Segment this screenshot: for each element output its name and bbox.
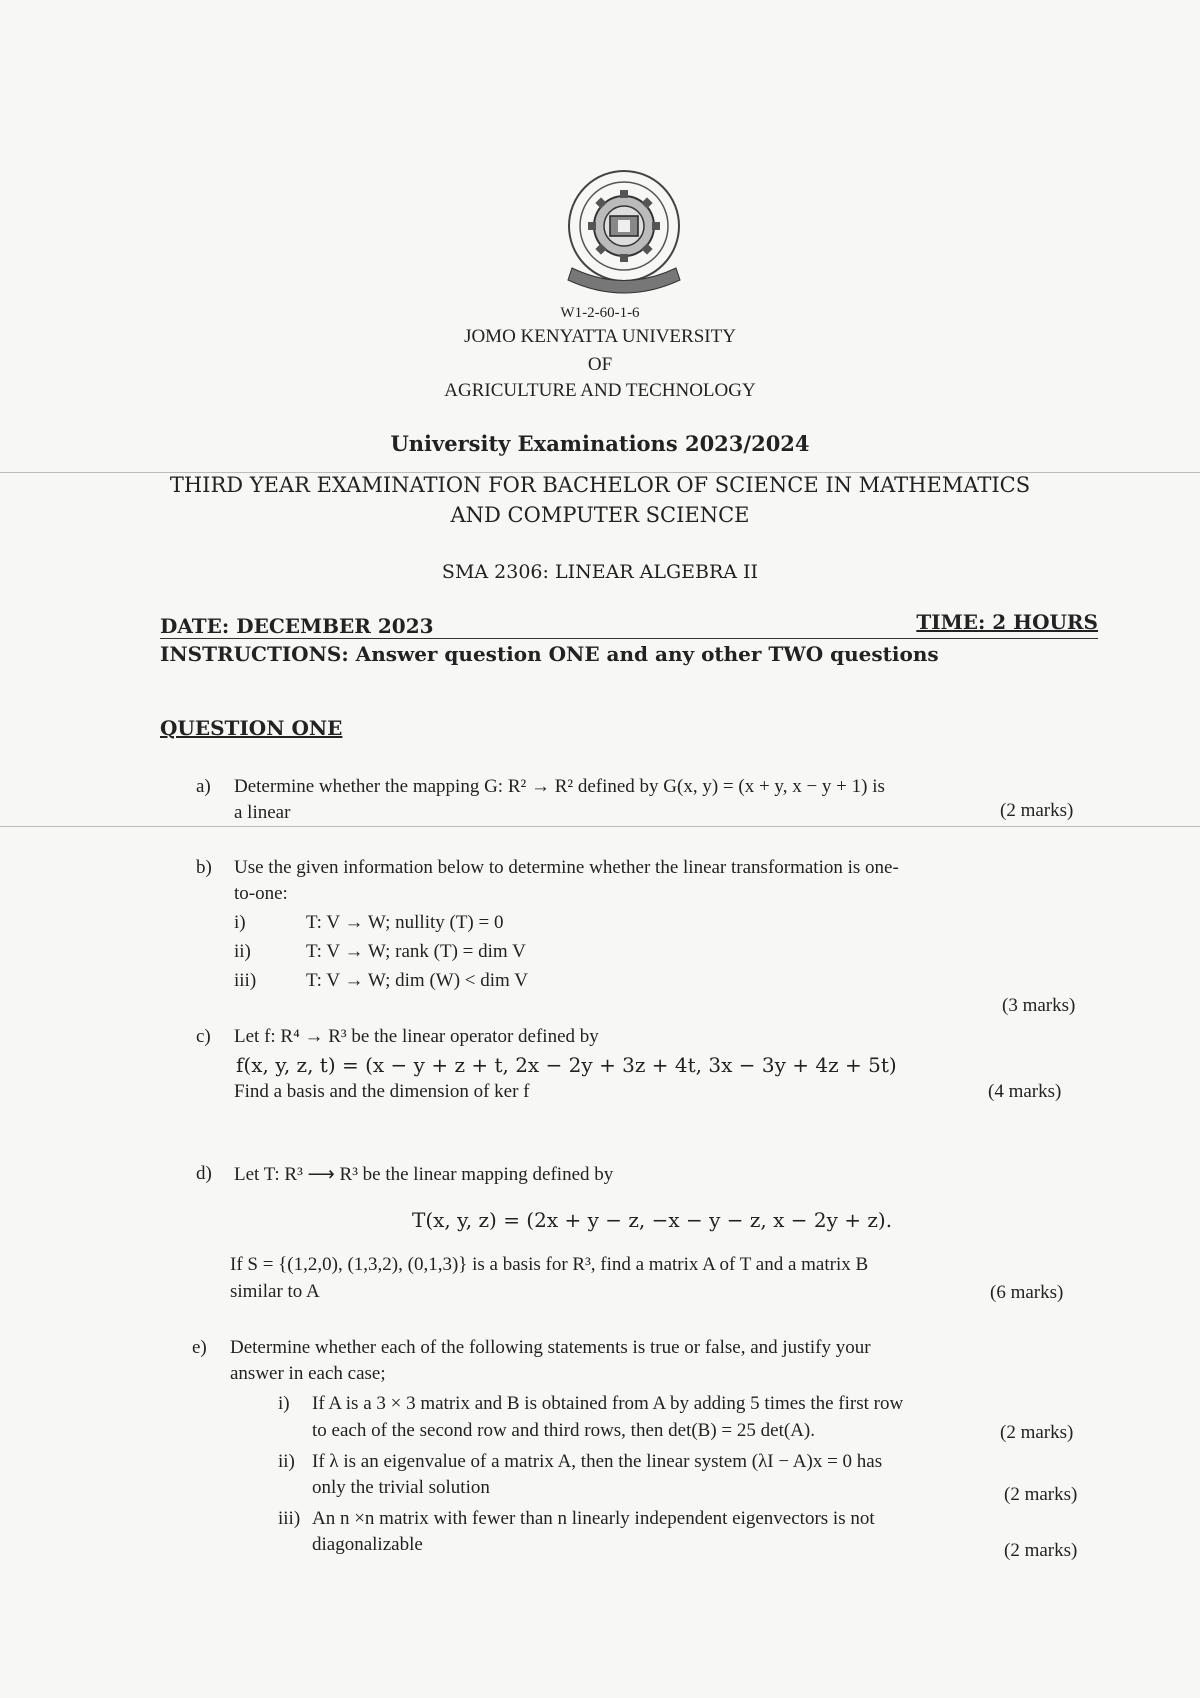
part-c-marks: (4 marks): [988, 1081, 1062, 1102]
part-e-label: e): [192, 1337, 207, 1358]
part-e-item-line2: only the trivial solution: [312, 1477, 490, 1498]
exam-code: W1-2-60-1-6: [560, 305, 640, 321]
part-e-line1: Determine whether each of the following statements is true or false, and justify your: [230, 1337, 871, 1358]
university-seal-logo: [566, 168, 684, 298]
part-c-line3: Find a basis and the dimension of ker f: [234, 1081, 530, 1102]
question-one-heading: QUESTION ONE: [160, 716, 343, 740]
university-name-line2: OF: [587, 354, 613, 375]
scan-fold-line: [0, 826, 1200, 827]
part-e-item-marks: (2 marks): [1000, 1422, 1074, 1443]
part-b-item-text: T: V → W; nullity (T) = 0: [306, 912, 504, 933]
part-d-label: d): [196, 1163, 212, 1184]
part-a-label: a): [196, 776, 211, 797]
part-b-line1: Use the given information below to determine whether the linear transformation is one-: [234, 857, 899, 878]
exam-date: DATE: DECEMBER 2023: [160, 614, 434, 638]
part-e-item-num: iii): [278, 1508, 301, 1529]
part-c-formula: f(x, y, z, t) = (x − y + z + t, 2x − 2y + 3z + 4t, 3x − 3y + 4z + 5t): [236, 1053, 897, 1077]
part-b-label: b): [196, 857, 212, 878]
part-b-item-text: T: V → W; rank (T) = dim V: [306, 941, 526, 962]
part-a-line2: a linear: [234, 802, 291, 823]
university-name-line3: AGRICULTURE AND TECHNOLOGY: [444, 380, 756, 401]
part-a-marks: (2 marks): [1000, 800, 1074, 821]
part-e-item-num: i): [278, 1393, 290, 1414]
part-c-label: c): [196, 1026, 211, 1047]
part-b-line2: to-one:: [234, 883, 288, 904]
part-e-item-line1: If λ is an eigenvalue of a matrix A, then the linear system (λI − A)x = 0 has: [312, 1451, 883, 1472]
part-d-line3: similar to A: [230, 1281, 320, 1302]
part-b-item-text: T: V → W; dim (W) < dim V: [306, 970, 528, 991]
programme-line1: THIRD YEAR EXAMINATION FOR BACHELOR OF SCIENCE IN MATHEMATICS: [169, 473, 1031, 497]
part-a-line1: Determine whether the mapping G: R² → R² defined by G(x, y) = (x + y, x − y + 1) is: [234, 776, 885, 797]
instructions: INSTRUCTIONS: Answer question ONE and any other TWO questions: [160, 642, 939, 666]
part-d-formula: T(x, y, z) = (2x + y − z, −x − y − z, x − 2y + z).: [412, 1208, 893, 1232]
course-title: SMA 2306: LINEAR ALGEBRA II: [441, 561, 759, 583]
part-d-line1: Let T: R³ ⟶ R³ be the linear mapping defined by: [234, 1164, 614, 1185]
part-d-marks: (6 marks): [990, 1282, 1064, 1303]
university-name-line1: JOMO KENYATTA UNIVERSITY: [464, 326, 736, 347]
part-c-line1: Let f: R⁴ → R³ be the linear operator defined by: [234, 1026, 599, 1047]
exam-session: University Examinations 2023/2024: [390, 431, 810, 456]
programme-line2: AND COMPUTER SCIENCE: [450, 503, 750, 527]
date-time-line: [160, 610, 1098, 639]
part-b-marks: (3 marks): [1002, 995, 1076, 1016]
part-e-item-num: ii): [278, 1451, 295, 1472]
part-b-item-num: i): [234, 912, 246, 933]
exam-time: TIME: 2 HOURS: [916, 610, 1098, 634]
part-e-item-line1: If A is a 3 × 3 matrix and B is obtained from A by adding 5 times the first row: [312, 1393, 904, 1414]
part-e-item-marks: (2 marks): [1004, 1484, 1078, 1505]
part-e-item-line1: An n ×n matrix with fewer than n linearly independent eigenvectors is not: [312, 1508, 875, 1529]
part-e-line2: answer in each case;: [230, 1363, 386, 1384]
part-b-item-num: ii): [234, 941, 251, 962]
programme-title: [0, 470, 1200, 530]
part-b-item-num: iii): [234, 970, 257, 991]
part-e-item-marks: (2 marks): [1004, 1540, 1078, 1561]
part-d-line2: If S = {(1,2,0), (1,3,2), (0,1,3)} is a basis for R³, find a matrix A of T and a matrix B: [230, 1254, 869, 1275]
part-e-item-line2: diagonalizable: [312, 1534, 423, 1555]
part-e-item-line2: to each of the second row and third rows, then det(B) = 25 det(A).: [312, 1420, 815, 1441]
